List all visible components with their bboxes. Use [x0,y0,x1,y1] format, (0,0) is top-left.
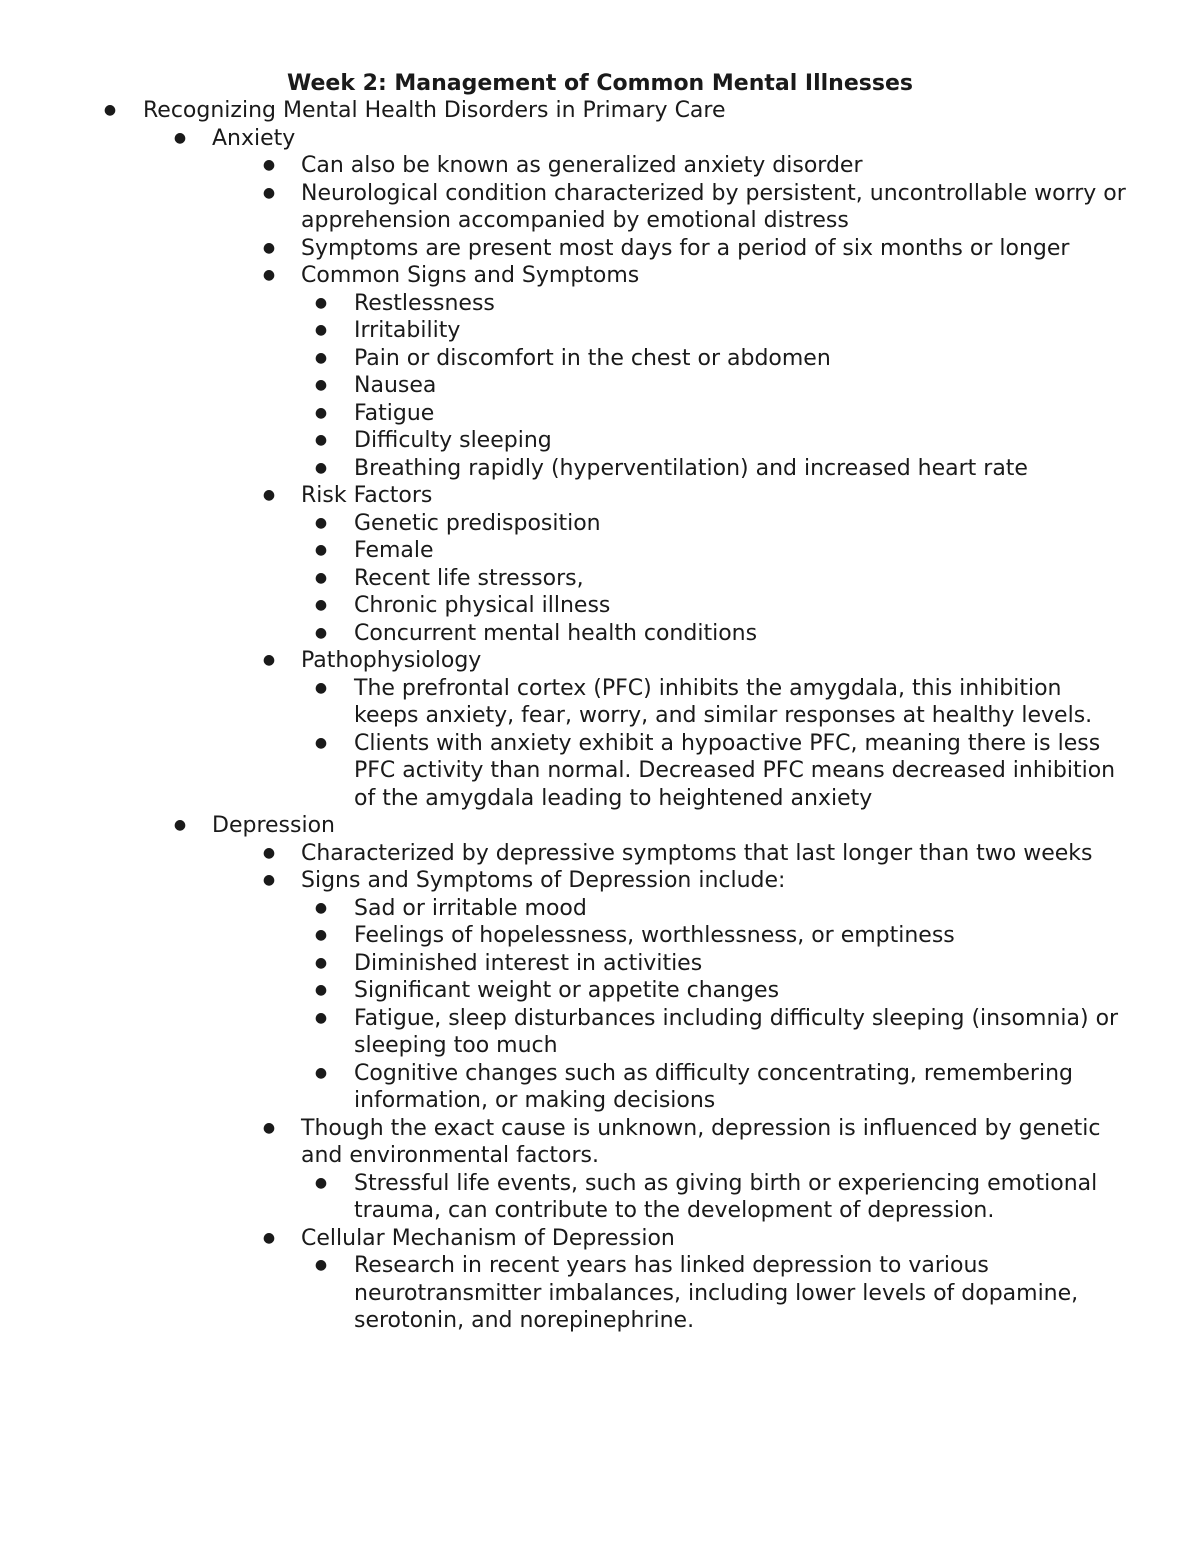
list-item-text: Stressful life events, such as giving birth or experiencing emotional trauma, can contribute to the development of depression. [354,1170,1098,1223]
bullet-icon: ● [262,872,276,888]
bullet-icon: ● [314,322,328,338]
list-item-text: Clients with anxiety exhibit a hypoactive PFC, meaning there is less PFC activity than normal. Decreased PFC means decreased inhibition of the amygdala leading to heightened anxiety [354,730,1116,811]
bullet-icon: ● [314,459,328,476]
list-item-text: Neurological condition characterized by persistent, uncontrollable worry or apprehension accompanied by emotional distress [301,180,1126,233]
list-item [0,1170,1200,1225]
bullet-icon: ● [314,1064,328,1081]
bullet-icon: ● [314,377,328,393]
list-item-text: Risk Factors [301,483,433,508]
list-item-text: Significant weight or appetite changes [354,978,780,1003]
list-item-text: Concurrent mental health conditions [354,620,758,646]
bullet-icon: ● [314,514,328,531]
bullet-icon: ● [314,294,328,311]
bullet-icon: ● [314,404,328,421]
list-item-text: Common Signs and Symptoms [301,263,640,288]
list-item-text: Research in recent years has linked depression to various neurotransmitter imbalances, including lower levels of dopamine, serotonin, and norepinephrine. [354,1253,1079,1333]
bullet-icon: ● [314,542,328,558]
list-item-text: Symptoms are present most days for a period of six months or longer [301,235,1070,261]
bullet-icon: ● [314,954,328,971]
list-item-text: Genetic predisposition [354,510,601,536]
bullet-icon: ● [262,844,276,861]
list-item [0,180,1200,235]
list-item [0,812,1200,840]
list-item-text: Feelings of hopelessness, worthlessness, or emptiness [354,923,955,948]
list-item-text: Though the exact cause is unknown, depression is influenced by genetic and environmental factors. [301,1115,1101,1168]
bullet-icon: ● [314,734,328,751]
list-item-text: Cellular Mechanism of Depression [301,1225,675,1251]
list-item-text: Nausea [354,373,437,398]
list-item-text: Chronic physical illness [354,593,611,618]
list-item [0,537,1200,565]
list-item [0,235,1200,263]
list-item [0,1060,1200,1115]
list-item-text: Breathing rapidly (hyperventilation) and increased heart rate [354,455,1028,481]
bullet-icon: ● [262,157,276,173]
list-item-text: Diminished interest in activities [354,950,703,976]
bullet-icon: ● [262,1229,276,1246]
outline [0,97,1200,1335]
bullet-icon: ● [103,102,117,118]
list-item-text: The prefrontal cortex (PFC) inhibits the amygdala, this inhibition keeps anxiety, fear, worry, and similar responses at healthy levels. [354,675,1093,728]
bullet-icon: ● [314,349,328,366]
list-item [0,867,1200,895]
document-title: Week 2: Management of Common Mental Illnesses [287,71,913,96]
list-item [0,345,1200,373]
bullet-icon: ● [262,239,276,256]
list-item [0,1252,1200,1335]
bullet-icon: ● [173,817,187,833]
list-item-text: Depression [212,813,335,838]
list-item [0,290,1200,318]
list-item [0,427,1200,455]
bullet-icon: ● [314,1257,328,1273]
bullet-icon: ● [314,569,328,586]
list-item [0,125,1200,153]
list-item [0,922,1200,950]
list-item-text: Pathophysiology [301,648,482,673]
list-item [0,1115,1200,1170]
list-item [0,977,1200,1005]
list-item [0,620,1200,648]
list-item [0,262,1200,290]
list-item-text: Fatigue, sleep disturbances including difficulty sleeping (insomnia) or sleeping too much [354,1005,1119,1058]
list-item [0,840,1200,868]
bullet-icon: ● [173,129,187,146]
bullet-icon: ● [314,597,328,613]
list-item [0,675,1200,730]
list-item-text: Restlessness [354,290,495,316]
bullet-icon: ● [314,899,328,916]
list-item [0,647,1200,675]
list-item [0,400,1200,428]
bullet-icon: ● [262,487,276,503]
list-item-text: Cognitive changes such as difficulty concentrating, remembering information, or making decisions [354,1060,1073,1113]
bullet-icon: ● [314,1174,328,1191]
list-item-text: Fatigue [354,400,435,426]
list-item [0,565,1200,593]
list-item [0,152,1200,180]
list-item-text: Can also be known as generalized anxiety disorder [301,153,863,178]
bullet-icon: ● [314,624,328,641]
list-item [0,482,1200,510]
list-item [0,950,1200,978]
bullet-icon: ● [314,1009,328,1026]
list-item [0,1225,1200,1253]
list-item [0,730,1200,813]
bullet-icon: ● [314,982,328,998]
bullet-icon: ● [262,1119,276,1136]
bullet-icon: ● [314,927,328,943]
list-item-text: Signs and Symptoms of Depression include: [301,868,786,893]
list-item [0,372,1200,400]
bullet-icon: ● [262,652,276,668]
list-item [0,455,1200,483]
list-item-text: Female [354,538,434,563]
list-item-text: Sad or irritable mood [354,895,587,921]
bullet-icon: ● [262,267,276,283]
list-item [0,510,1200,538]
list-item [0,592,1200,620]
list-item-text: Pain or discomfort in the chest or abdomen [354,345,831,371]
bullet-icon: ● [314,432,328,448]
list-item [0,317,1200,345]
list-item [0,895,1200,923]
list-item-text: Irritability [354,318,461,343]
list-item-text: Difficulty sleeping [354,428,552,453]
list-item [0,97,1200,125]
list-item-text: Characterized by depressive symptoms that last longer than two weeks [301,840,1093,866]
bullet-icon: ● [314,679,328,696]
list-item-text: Recent life stressors, [354,565,584,591]
list-item-text: Recognizing Mental Health Disorders in Primary Care [143,98,726,123]
list-item-text: Anxiety [212,125,296,151]
list-item [0,1005,1200,1060]
bullet-icon: ● [262,184,276,201]
